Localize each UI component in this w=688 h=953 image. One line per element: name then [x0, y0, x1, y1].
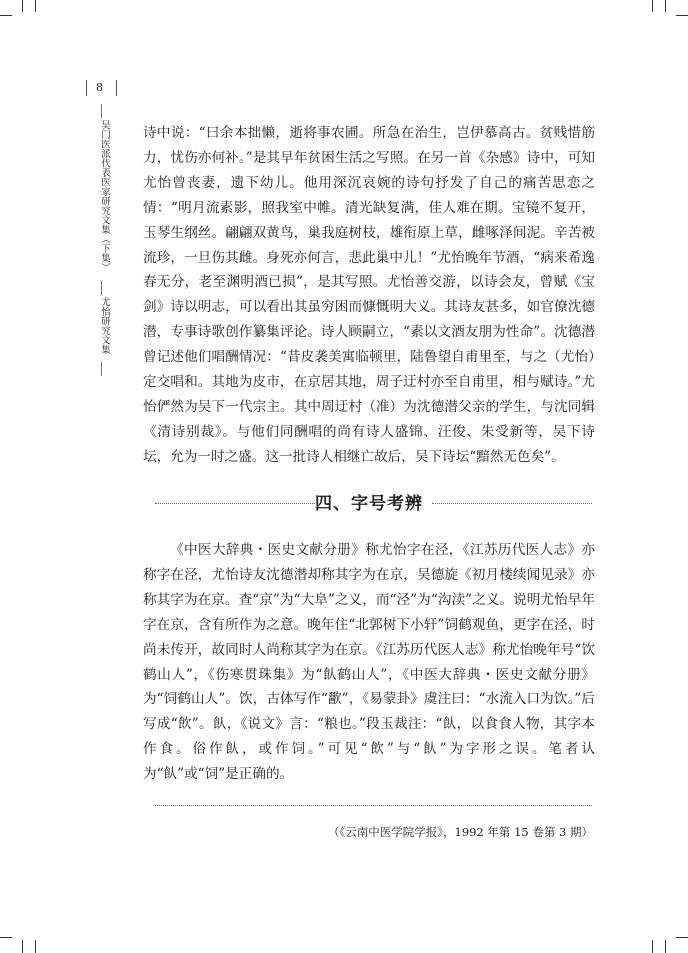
section-title: 四、字号考辨 [315, 494, 423, 514]
page-number-block [86, 80, 120, 98]
source-note: （《云南中医学院学报》，1992 年第 15 卷第 3 期） [328, 825, 593, 839]
title-rule-right [432, 503, 592, 504]
paragraph-2-block [143, 538, 595, 787]
paragraph-1: 诗中说：“曰余本拙懒，逝将事农圃。所急在治生，岂伊慕高古。贫贱惜筋力，忧伤亦何补。”是其早年贫困生活之写照。在另一首《杂感》诗中，可知尤怡曾丧妻，遗下幼儿。他用深沉哀婉的诗句抒发了自己的痛苦思恋之情：“明月流素影，照我室中帷。清光缺复满，佳人难在期。宝镜不复开，玉琴生纲丝。翩翩双黄鸟，巢我庭树枝，雄衔原上草，雌啄泽间泥。辛苦被流珍，一旦伤其雌。身死亦何言，悲此巢中儿！”尤怡晚年节酒，“病来希逸春无分，老至渊明酒已损”，是其写照。尤怡善交游，以诗会友，曾赋《宝剑》诗以明志，可以看出其虽穷困而慷慨明大义。其诗友甚多，如官僚沈德潜，专事诗歌创作纂集评论。诗人顾嗣立，“素以文酒友朋为性命”。沈德潜曾记述他们唱酬情况：“昔皮袭美寓临顿里，陆鲁望自甫里至，与之（尤怡）定交唱和。其地为皮市，在京居其地，周子迂村亦至自甫里，相与赋诗。”尤怡俨然为吴下一代宗主。其中周迂村（准）为沈德潜父亲的学生，与沈同辑《清诗别裁》。与他们同酬唱的尚有诗人盛锦、汪俊、朱受新等，吴下诗坛，允为一时之盛。这一批诗人相继亡故后，吴下诗坛“黯然无色矣”。 [143, 125, 595, 465]
end-rule [155, 805, 592, 806]
page-number: 8 [96, 81, 103, 94]
paragraph-2: 《中医大辞典・医史文献分册》称尤怡字在泾，《江苏历代医人志》亦称字在泾，尤怡诗友沈德潜却称其字为在京，吴德旋《初月楼续闻见录》亦称其字为在京。查“京”为“大阜”之义，而“泾”为“沟渎”之义。说明尤怡早年字在京，含有所作为之意。晚年住“北郭树下小轩”饲鹤观鱼，更字在泾，时尚未传开，故同时人尚称其字为在京。《江苏历代医人志》称尤怡晚年号“饮鹤山人”，《伤寒贯珠集》为“飤鹤山人”，《中医大辞典・医史文献分册》为“饲鹤山人”。饮，古体写作“歠”，《易蒙卦》虞注曰：“水流入口为饮。”后写成“飲”。飤，《说文》言：“粮也。”段玉裁注：“飤，以食食人物，其字本作食。俗作飤，或作饲。”可见“飲”与“飤”为字形之误。笔者认为“飤”或“饲”是正确的。 [143, 542, 595, 783]
paragraph-1-block [143, 121, 595, 470]
running-head-volume: 尤怡研究文集 [99, 297, 110, 354]
running-head-series: 吴门医派代表医家研究文集（下集） [99, 120, 110, 272]
